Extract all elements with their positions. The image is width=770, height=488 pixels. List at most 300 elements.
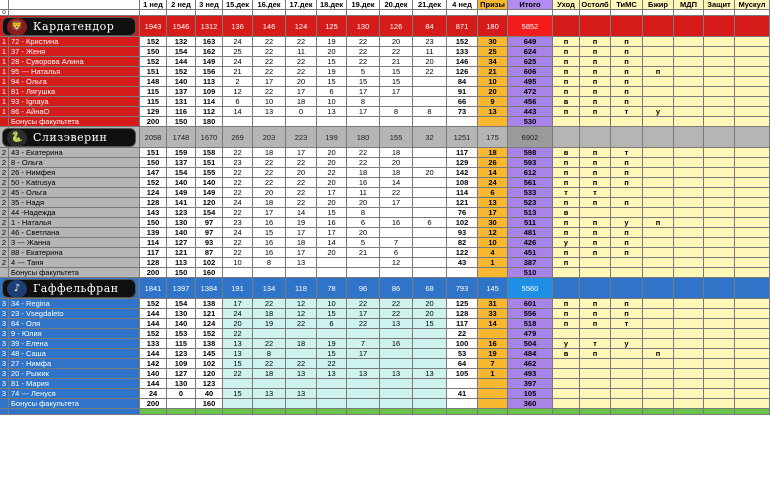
score-cell[interactable] xyxy=(413,178,447,188)
score-cell[interactable]: 22 xyxy=(347,37,380,47)
score-cell[interactable]: 66 xyxy=(447,97,478,107)
partial-cell[interactable] xyxy=(643,409,674,415)
house-number-cell[interactable]: 3 xyxy=(0,359,9,369)
score-cell[interactable]: 160 xyxy=(196,268,223,278)
score-cell[interactable]: 22 xyxy=(380,47,413,57)
student-name-cell[interactable]: 3 --- Жанна xyxy=(9,238,140,248)
score-cell[interactable]: 22 xyxy=(380,188,413,198)
student-name-cell[interactable]: 74 --- Ленуся xyxy=(9,389,140,399)
subject-status-cell[interactable] xyxy=(674,47,704,57)
score-cell[interactable]: 121 xyxy=(196,309,223,319)
subject-status-cell[interactable]: п xyxy=(611,299,643,309)
score-cell[interactable]: 22 xyxy=(286,188,317,198)
score-cell[interactable]: 128 xyxy=(447,309,478,319)
score-cell[interactable]: 22 xyxy=(253,168,286,178)
subject-status-cell[interactable] xyxy=(735,379,770,389)
house-total-cell[interactable]: 180 xyxy=(478,16,508,37)
house-total-cell[interactable]: 199 xyxy=(317,127,347,148)
score-cell[interactable]: 598 xyxy=(508,148,553,158)
subject-status-cell[interactable]: п xyxy=(553,67,580,77)
score-cell[interactable]: 625 xyxy=(508,57,553,67)
subject-status-cell[interactable] xyxy=(611,258,643,268)
score-cell[interactable]: 105 xyxy=(508,389,553,399)
student-name-cell[interactable]: 81 - Лягушка xyxy=(9,87,140,97)
score-cell[interactable] xyxy=(347,399,380,409)
subject-status-cell[interactable] xyxy=(704,379,735,389)
house-total-cell[interactable]: 86 xyxy=(380,278,413,299)
subject-status-cell[interactable] xyxy=(580,369,611,379)
score-cell[interactable]: 30 xyxy=(478,37,508,47)
score-cell[interactable]: 17 xyxy=(253,208,286,218)
score-cell[interactable] xyxy=(413,97,447,107)
subject-status-cell[interactable]: п xyxy=(580,198,611,208)
subject-status-cell[interactable] xyxy=(735,77,770,87)
subject-status-cell[interactable] xyxy=(704,77,735,87)
score-cell[interactable]: 153 xyxy=(167,329,196,339)
score-cell[interactable]: 22 xyxy=(253,47,286,57)
score-cell[interactable]: 5 xyxy=(347,238,380,248)
subject-status-cell[interactable]: в xyxy=(553,208,580,218)
column-header[interactable]: 20.дек xyxy=(380,0,413,10)
subject-status-cell[interactable] xyxy=(735,188,770,198)
score-cell[interactable]: 162 xyxy=(196,47,223,57)
score-cell[interactable]: 22 xyxy=(447,329,478,339)
house-band-cell[interactable] xyxy=(553,127,580,148)
subject-status-cell[interactable]: п xyxy=(580,158,611,168)
score-cell[interactable]: 129 xyxy=(447,158,478,168)
column-header[interactable]: 1 нед xyxy=(140,0,167,10)
house-total-cell[interactable]: 175 xyxy=(478,127,508,148)
score-cell[interactable]: 151 xyxy=(196,158,223,168)
subject-status-cell[interactable] xyxy=(704,107,735,117)
score-cell[interactable]: 20 xyxy=(317,158,347,168)
subject-status-cell[interactable] xyxy=(674,188,704,198)
score-cell[interactable]: 112 xyxy=(196,107,223,117)
score-cell[interactable] xyxy=(253,117,286,127)
score-cell[interactable]: 19 xyxy=(286,218,317,228)
house-total-cell[interactable]: 1384 xyxy=(196,278,223,299)
subject-status-cell[interactable]: п xyxy=(553,198,580,208)
subject-status-cell[interactable]: п xyxy=(580,97,611,107)
score-cell[interactable]: 82 xyxy=(447,238,478,248)
subject-status-cell[interactable]: п xyxy=(580,47,611,57)
column-header[interactable]: 15.дек xyxy=(223,0,253,10)
score-cell[interactable] xyxy=(413,117,447,127)
score-cell[interactable] xyxy=(317,399,347,409)
score-cell[interactable]: 150 xyxy=(140,47,167,57)
house-total-cell[interactable]: 1670 xyxy=(196,127,223,148)
score-cell[interactable] xyxy=(347,329,380,339)
score-cell[interactable]: 127 xyxy=(167,238,196,248)
score-cell[interactable]: 121 xyxy=(167,248,196,258)
score-cell[interactable]: 23 xyxy=(413,37,447,47)
score-cell[interactable] xyxy=(347,359,380,369)
subject-status-cell[interactable] xyxy=(674,148,704,158)
student-name-cell[interactable]: 88 - Екатерина xyxy=(9,248,140,258)
subject-status-cell[interactable] xyxy=(643,329,674,339)
score-cell[interactable]: 22 xyxy=(286,57,317,67)
subject-status-cell[interactable]: п xyxy=(643,349,674,359)
score-cell[interactable]: 25 xyxy=(478,47,508,57)
score-cell[interactable]: 146 xyxy=(447,57,478,67)
student-name-cell[interactable]: 1 - Наталья xyxy=(9,218,140,228)
score-cell[interactable]: 21 xyxy=(347,248,380,258)
subject-status-cell[interactable] xyxy=(735,148,770,158)
column-header[interactable]: Мускул xyxy=(735,0,770,10)
score-cell[interactable]: 523 xyxy=(508,198,553,208)
score-cell[interactable]: 481 xyxy=(508,228,553,238)
subject-status-cell[interactable]: п xyxy=(553,258,580,268)
score-cell[interactable]: 144 xyxy=(140,349,167,359)
house-band-cell[interactable] xyxy=(580,278,611,299)
subject-status-cell[interactable] xyxy=(643,188,674,198)
house-number-cell[interactable]: 2 xyxy=(0,208,9,218)
score-cell[interactable] xyxy=(413,399,447,409)
score-cell[interactable] xyxy=(413,339,447,349)
student-name-cell[interactable]: 72 - Кристина xyxy=(9,37,140,47)
score-cell[interactable]: 7 xyxy=(347,339,380,349)
column-header[interactable] xyxy=(0,0,9,10)
score-cell[interactable]: 15 xyxy=(413,319,447,329)
subject-status-cell[interactable] xyxy=(674,208,704,218)
subject-status-cell[interactable] xyxy=(735,57,770,67)
score-cell[interactable] xyxy=(253,329,286,339)
subject-status-cell[interactable]: п xyxy=(553,47,580,57)
column-header[interactable]: 16.дек xyxy=(253,0,286,10)
score-cell[interactable]: 20 xyxy=(317,198,347,208)
score-cell[interactable]: 40 xyxy=(196,389,223,399)
house-number-cell[interactable]: 2 xyxy=(0,148,9,158)
subject-status-cell[interactable] xyxy=(553,399,580,409)
score-cell[interactable]: 17 xyxy=(380,87,413,97)
score-cell[interactable]: 123 xyxy=(196,379,223,389)
partial-cell[interactable] xyxy=(508,409,553,415)
house-band-cell[interactable] xyxy=(643,127,674,148)
score-cell[interactable]: 22 xyxy=(286,178,317,188)
house-total-cell[interactable]: 2058 xyxy=(140,127,167,148)
subject-status-cell[interactable] xyxy=(735,258,770,268)
score-cell[interactable]: 0 xyxy=(286,107,317,117)
subject-status-cell[interactable] xyxy=(674,248,704,258)
partial-cell[interactable] xyxy=(674,409,704,415)
subject-status-cell[interactable] xyxy=(580,268,611,278)
subject-status-cell[interactable] xyxy=(704,258,735,268)
subject-status-cell[interactable]: т xyxy=(611,148,643,158)
score-cell[interactable]: 5 xyxy=(347,67,380,77)
score-cell[interactable]: 64 xyxy=(447,359,478,369)
score-cell[interactable] xyxy=(413,329,447,339)
subject-status-cell[interactable] xyxy=(704,389,735,399)
score-cell[interactable]: 20 xyxy=(413,57,447,67)
score-cell[interactable]: 472 xyxy=(508,87,553,97)
house-total-cell[interactable]: 130 xyxy=(347,16,380,37)
score-cell[interactable] xyxy=(447,399,478,409)
subject-status-cell[interactable] xyxy=(674,359,704,369)
house-total-cell[interactable]: 1748 xyxy=(167,127,196,148)
score-cell[interactable]: 22 xyxy=(253,359,286,369)
score-cell[interactable]: 109 xyxy=(196,87,223,97)
score-cell[interactable] xyxy=(413,208,447,218)
score-cell[interactable] xyxy=(413,148,447,158)
student-name-cell[interactable]: Бонусы факультета xyxy=(9,117,140,127)
score-cell[interactable]: 14 xyxy=(380,178,413,188)
subject-status-cell[interactable]: п xyxy=(553,319,580,329)
subject-status-cell[interactable]: п xyxy=(580,299,611,309)
score-cell[interactable]: 18 xyxy=(380,148,413,158)
score-cell[interactable] xyxy=(478,268,508,278)
score-cell[interactable]: 8 xyxy=(347,97,380,107)
score-cell[interactable]: 13 xyxy=(317,369,347,379)
score-cell[interactable]: 23 xyxy=(223,158,253,168)
house-total-cell[interactable]: 84 xyxy=(413,16,447,37)
subject-status-cell[interactable] xyxy=(674,228,704,238)
subject-status-cell[interactable] xyxy=(704,117,735,127)
house-number-cell[interactable]: 3 xyxy=(0,319,9,329)
subject-status-cell[interactable] xyxy=(735,168,770,178)
column-header[interactable]: Бжир xyxy=(643,0,674,10)
subject-status-cell[interactable] xyxy=(674,299,704,309)
subject-status-cell[interactable] xyxy=(643,379,674,389)
subject-status-cell[interactable] xyxy=(704,67,735,77)
subject-status-cell[interactable] xyxy=(704,188,735,198)
score-cell[interactable]: 113 xyxy=(167,258,196,268)
score-cell[interactable]: 20 xyxy=(317,178,347,188)
score-cell[interactable]: 511 xyxy=(508,218,553,228)
score-cell[interactable] xyxy=(447,379,478,389)
house-band-cell[interactable] xyxy=(611,16,643,37)
subject-status-cell[interactable]: п xyxy=(611,158,643,168)
score-cell[interactable]: 200 xyxy=(140,268,167,278)
score-cell[interactable]: 479 xyxy=(508,329,553,339)
score-cell[interactable]: 6 xyxy=(413,218,447,228)
score-cell[interactable]: 152 xyxy=(140,329,167,339)
score-cell[interactable]: 93 xyxy=(447,228,478,238)
score-cell[interactable]: 12 xyxy=(286,299,317,309)
score-cell[interactable]: 17 xyxy=(347,87,380,97)
house-total-cell[interactable]: 124 xyxy=(286,16,317,37)
subject-status-cell[interactable]: п xyxy=(580,228,611,238)
subject-status-cell[interactable]: п xyxy=(611,198,643,208)
score-cell[interactable]: 13 xyxy=(253,389,286,399)
score-cell[interactable]: 158 xyxy=(196,148,223,158)
house-number-cell[interactable]: 1 xyxy=(0,87,9,97)
score-cell[interactable]: 533 xyxy=(508,188,553,198)
house-total-cell[interactable]: 5852 xyxy=(508,16,553,37)
score-cell[interactable] xyxy=(447,268,478,278)
score-cell[interactable]: 7 xyxy=(380,238,413,248)
subject-status-cell[interactable] xyxy=(735,67,770,77)
score-cell[interactable]: 20 xyxy=(347,198,380,208)
score-cell[interactable]: 2 xyxy=(223,77,253,87)
score-cell[interactable]: 20 xyxy=(223,319,253,329)
student-name-cell[interactable]: 35 - Надя xyxy=(9,198,140,208)
student-name-cell[interactable]: 48 - Саша xyxy=(9,349,140,359)
column-header[interactable]: 18.дек xyxy=(317,0,347,10)
score-cell[interactable]: 20 xyxy=(286,77,317,87)
score-cell[interactable]: 24 xyxy=(223,309,253,319)
score-cell[interactable]: 16 xyxy=(253,218,286,228)
score-cell[interactable]: 17 xyxy=(347,309,380,319)
subject-status-cell[interactable] xyxy=(674,349,704,359)
score-cell[interactable]: 152 xyxy=(167,67,196,77)
score-cell[interactable]: 97 xyxy=(196,228,223,238)
score-cell[interactable]: 144 xyxy=(140,319,167,329)
score-cell[interactable]: 6 xyxy=(317,319,347,329)
score-cell[interactable]: 11 xyxy=(413,47,447,57)
house-total-cell[interactable]: 134 xyxy=(253,278,286,299)
subject-status-cell[interactable] xyxy=(704,37,735,47)
score-cell[interactable]: 140 xyxy=(167,228,196,238)
subject-status-cell[interactable]: п xyxy=(611,228,643,238)
score-cell[interactable] xyxy=(380,399,413,409)
score-cell[interactable] xyxy=(413,349,447,359)
score-cell[interactable]: 15 xyxy=(317,77,347,87)
score-cell[interactable]: 124 xyxy=(140,188,167,198)
house-number-cell[interactable]: 1 xyxy=(0,37,9,47)
score-cell[interactable] xyxy=(478,379,508,389)
score-cell[interactable]: 140 xyxy=(167,178,196,188)
subject-status-cell[interactable]: п xyxy=(553,77,580,87)
partial-cell[interactable] xyxy=(447,409,478,415)
score-cell[interactable]: 22 xyxy=(223,168,253,178)
score-cell[interactable]: 152 xyxy=(196,329,223,339)
subject-status-cell[interactable] xyxy=(643,369,674,379)
score-cell[interactable]: 117 xyxy=(447,148,478,158)
subject-status-cell[interactable]: п xyxy=(553,87,580,97)
score-cell[interactable] xyxy=(347,117,380,127)
score-cell[interactable]: 1 xyxy=(478,369,508,379)
subject-status-cell[interactable] xyxy=(735,97,770,107)
subject-status-cell[interactable]: у xyxy=(611,218,643,228)
score-cell[interactable]: 102 xyxy=(196,258,223,268)
partial-cell[interactable] xyxy=(286,409,317,415)
subject-status-cell[interactable]: т xyxy=(580,339,611,349)
subject-status-cell[interactable]: п xyxy=(611,37,643,47)
subject-status-cell[interactable] xyxy=(553,329,580,339)
subject-status-cell[interactable] xyxy=(704,339,735,349)
score-cell[interactable]: 22 xyxy=(253,37,286,47)
house-number-cell[interactable]: 3 xyxy=(0,329,9,339)
subject-status-cell[interactable] xyxy=(611,369,643,379)
score-cell[interactable]: 139 xyxy=(140,228,167,238)
score-cell[interactable] xyxy=(286,399,317,409)
score-cell[interactable]: 15 xyxy=(223,389,253,399)
house-total-cell[interactable]: 32 xyxy=(413,127,447,148)
score-cell[interactable]: 114 xyxy=(140,238,167,248)
subject-status-cell[interactable]: п xyxy=(643,218,674,228)
score-cell[interactable]: 116 xyxy=(167,107,196,117)
score-cell[interactable]: 14 xyxy=(317,238,347,248)
subject-status-cell[interactable] xyxy=(735,208,770,218)
subject-status-cell[interactable] xyxy=(643,339,674,349)
student-name-cell[interactable]: 37 - Женя xyxy=(9,47,140,57)
subject-status-cell[interactable] xyxy=(704,148,735,158)
student-name-cell[interactable]: 28 - Суворова Алина xyxy=(9,57,140,67)
score-cell[interactable] xyxy=(413,268,447,278)
score-cell[interactable]: 115 xyxy=(140,87,167,97)
house-number-cell[interactable]: 3 xyxy=(0,389,9,399)
house-number-cell[interactable] xyxy=(0,399,9,409)
score-cell[interactable]: 76 xyxy=(447,208,478,218)
subject-status-cell[interactable] xyxy=(611,268,643,278)
student-name-cell[interactable]: 43 - Екатерина xyxy=(9,148,140,158)
house-total-cell[interactable]: 1546 xyxy=(167,16,196,37)
house-number-cell[interactable]: 1 xyxy=(0,67,9,77)
score-cell[interactable]: 17 xyxy=(347,349,380,359)
score-cell[interactable]: 22 xyxy=(347,319,380,329)
student-name-cell[interactable]: Бонусы факультета xyxy=(9,268,140,278)
score-cell[interactable]: 13 xyxy=(286,258,317,268)
subject-status-cell[interactable] xyxy=(674,107,704,117)
subject-status-cell[interactable]: п xyxy=(611,168,643,178)
score-cell[interactable] xyxy=(317,268,347,278)
subject-status-cell[interactable] xyxy=(674,399,704,409)
score-cell[interactable]: 18 xyxy=(347,168,380,178)
column-header[interactable]: 2 нед xyxy=(167,0,196,10)
score-cell[interactable]: 18 xyxy=(253,309,286,319)
subject-status-cell[interactable]: в xyxy=(553,349,580,359)
score-cell[interactable]: 20 xyxy=(317,248,347,258)
student-name-cell[interactable]: 34 - Regina xyxy=(9,299,140,309)
score-cell[interactable]: 12 xyxy=(478,228,508,238)
house-total-cell[interactable]: 180 xyxy=(347,127,380,148)
score-cell[interactable]: 102 xyxy=(196,359,223,369)
score-cell[interactable]: 6 xyxy=(317,87,347,97)
score-cell[interactable]: 22 xyxy=(253,67,286,77)
subject-status-cell[interactable] xyxy=(704,168,735,178)
subject-status-cell[interactable] xyxy=(704,228,735,238)
score-cell[interactable]: 12 xyxy=(223,87,253,97)
subject-status-cell[interactable] xyxy=(735,228,770,238)
score-cell[interactable]: 22 xyxy=(253,57,286,67)
subject-status-cell[interactable] xyxy=(611,379,643,389)
score-cell[interactable]: 22 xyxy=(286,359,317,369)
column-header[interactable]: МДП xyxy=(674,0,704,10)
score-cell[interactable] xyxy=(413,198,447,208)
score-cell[interactable]: 117 xyxy=(140,248,167,258)
subject-status-cell[interactable]: п xyxy=(553,228,580,238)
score-cell[interactable]: 150 xyxy=(140,158,167,168)
score-cell[interactable]: 22 xyxy=(347,148,380,158)
subject-status-cell[interactable]: п xyxy=(553,158,580,168)
subject-status-cell[interactable]: п xyxy=(611,57,643,67)
score-cell[interactable] xyxy=(413,77,447,87)
subject-status-cell[interactable] xyxy=(611,188,643,198)
score-cell[interactable]: 138 xyxy=(196,299,223,309)
subject-status-cell[interactable]: п xyxy=(580,87,611,97)
column-header[interactable]: ТиМС xyxy=(611,0,643,10)
score-cell[interactable]: 140 xyxy=(167,77,196,87)
subject-status-cell[interactable] xyxy=(735,268,770,278)
score-cell[interactable]: 14 xyxy=(286,208,317,218)
subject-status-cell[interactable]: п xyxy=(553,168,580,178)
score-cell[interactable]: 19 xyxy=(317,339,347,349)
score-cell[interactable]: 73 xyxy=(447,107,478,117)
subject-status-cell[interactable] xyxy=(704,208,735,218)
house-band-cell[interactable] xyxy=(704,16,735,37)
score-cell[interactable]: 18 xyxy=(286,97,317,107)
score-cell[interactable] xyxy=(380,359,413,369)
score-cell[interactable]: 84 xyxy=(447,77,478,87)
subject-status-cell[interactable] xyxy=(674,37,704,47)
house-band-cell[interactable] xyxy=(553,16,580,37)
score-cell[interactable]: 484 xyxy=(508,349,553,359)
subject-status-cell[interactable]: п xyxy=(611,47,643,57)
score-cell[interactable]: 24 xyxy=(140,389,167,399)
score-cell[interactable]: 8 xyxy=(413,107,447,117)
subject-status-cell[interactable]: п xyxy=(553,309,580,319)
house-total-cell[interactable]: 203 xyxy=(253,127,286,148)
